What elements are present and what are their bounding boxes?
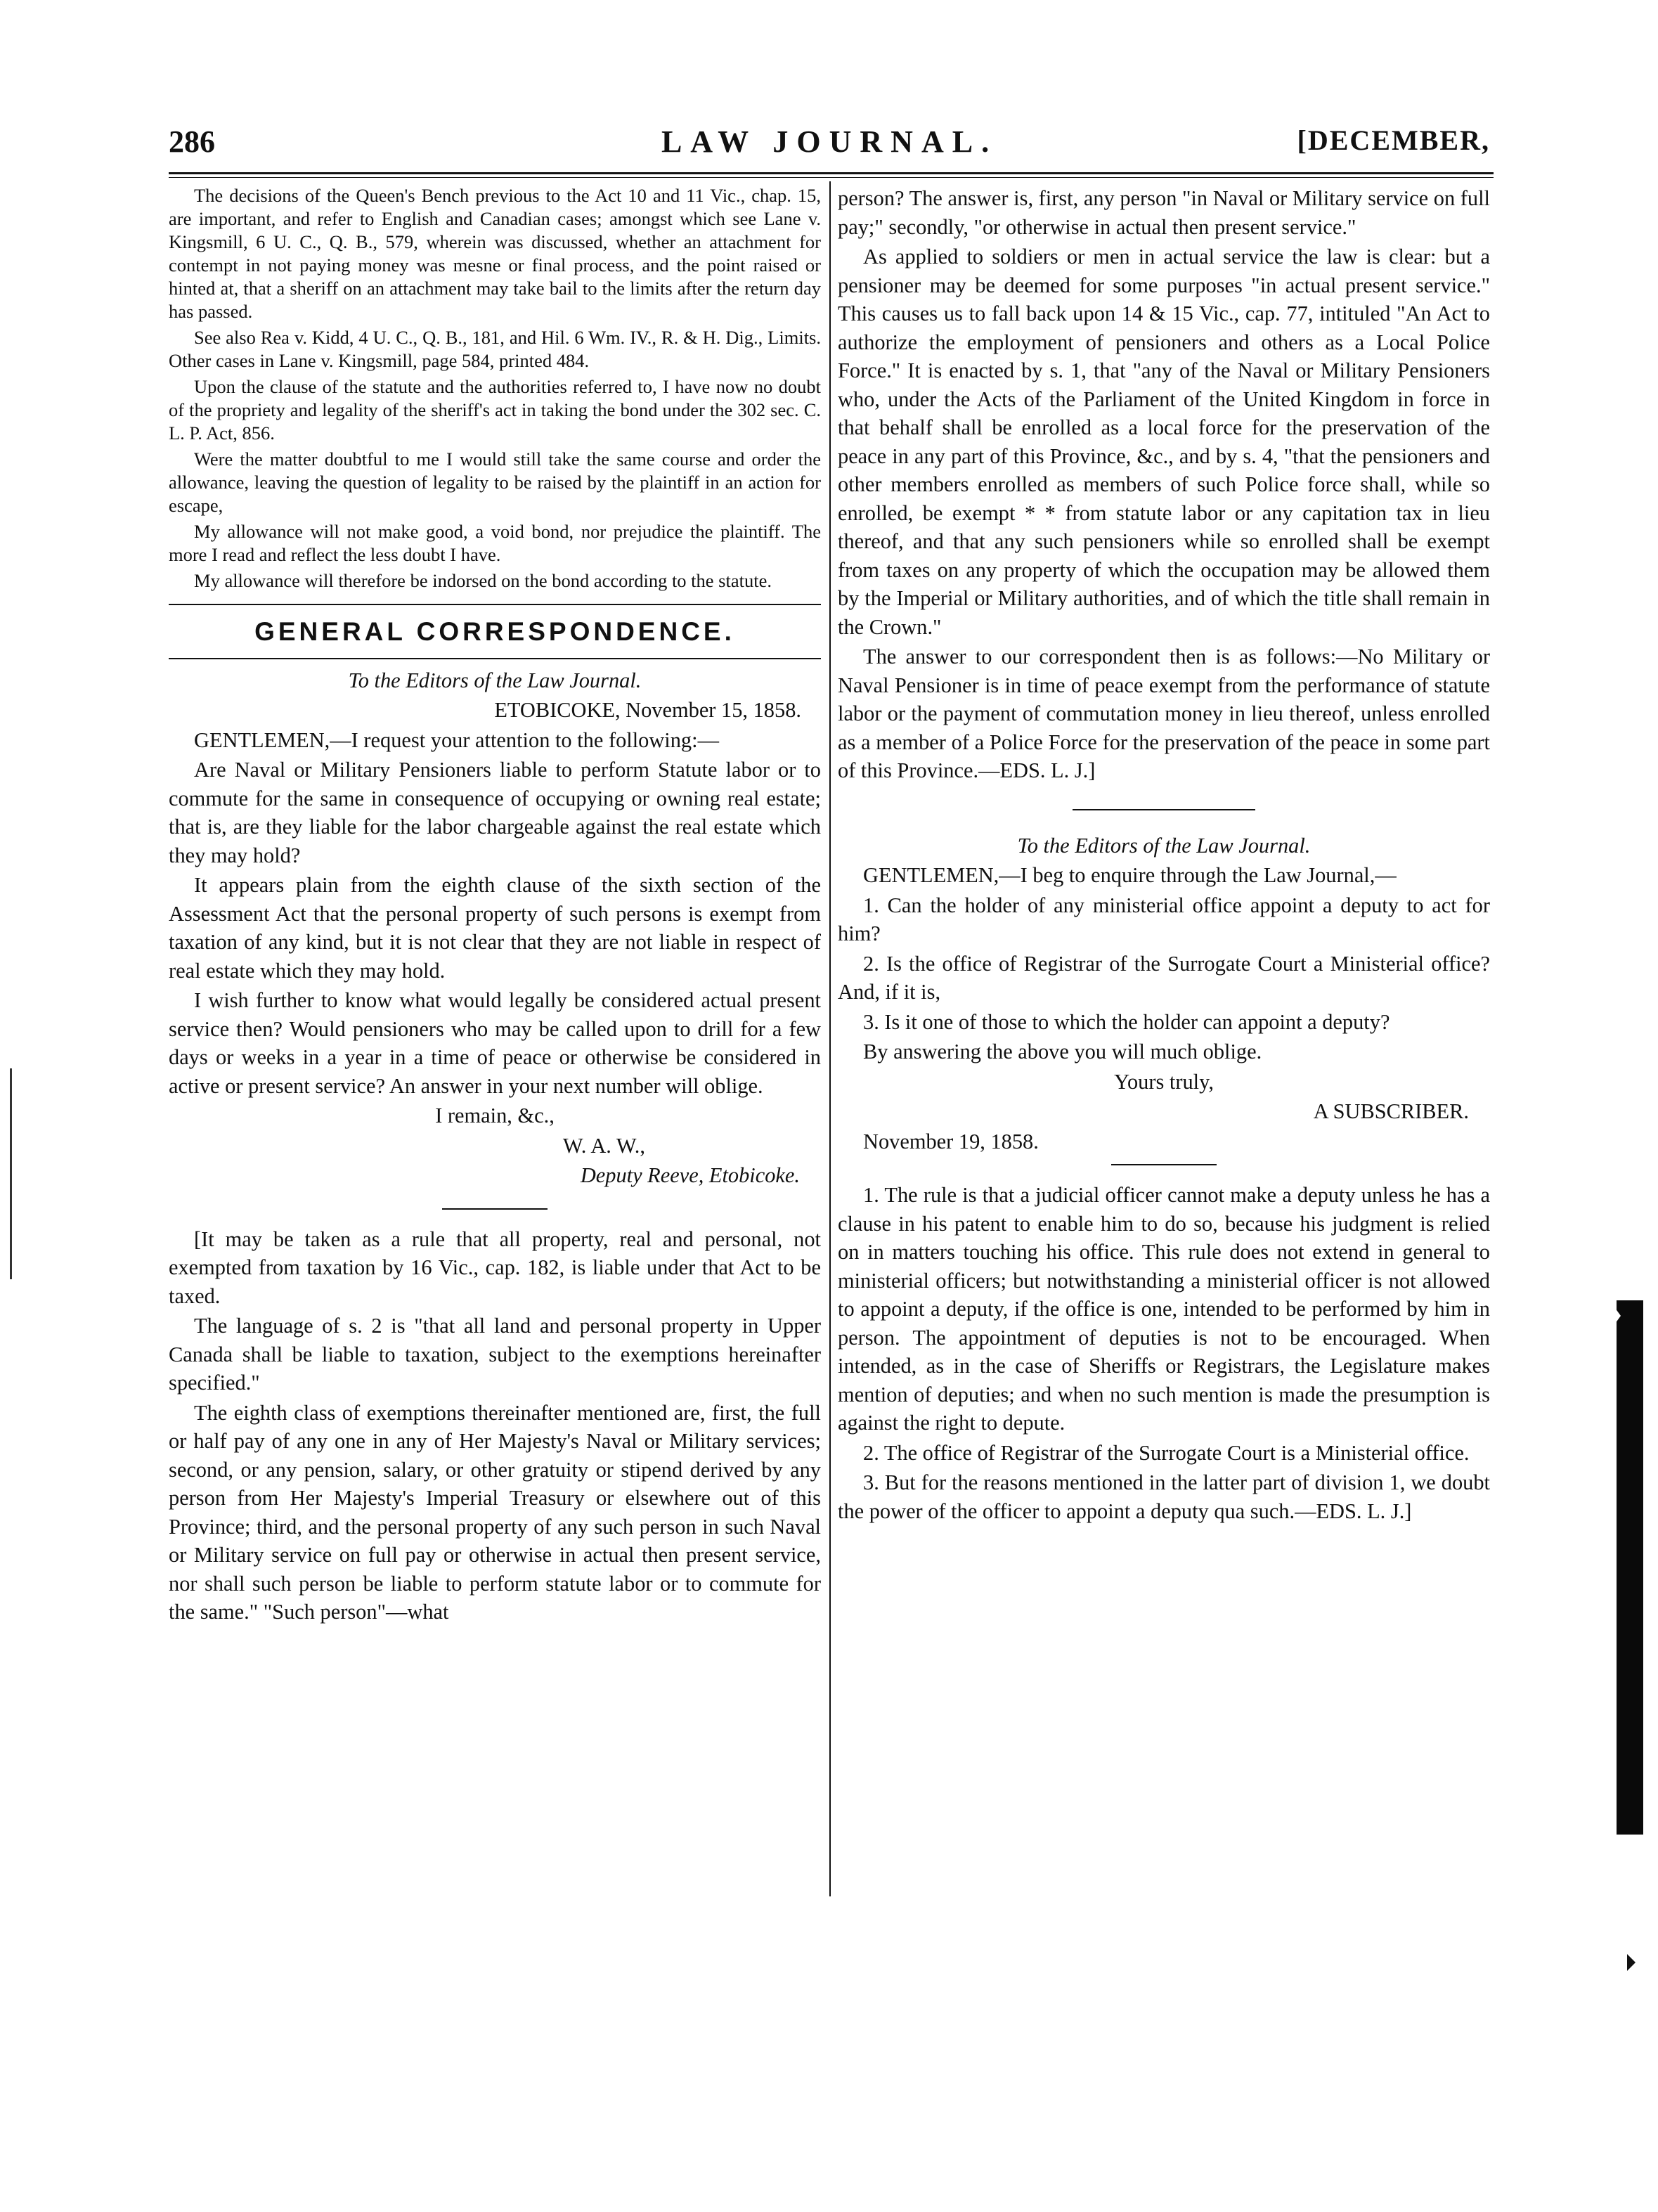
paragraph: 2. Is the office of Registrar of the Surrogate Court a Ministerial office? And, if it is, — [838, 951, 1490, 1004]
judgment-continuation — [169, 184, 821, 593]
letter-salutation-heading: To the Editors of the Law Journal. — [1017, 833, 1311, 858]
scan-margin-mark — [10, 1068, 12, 1279]
header-rule — [169, 172, 1494, 174]
paragraph: It appears plain from the eighth clause of the sixth section of the Assessment Act that the personal property of such persons is exempt from taxation of any kind, but it is not clear that they are not liable in respect of real estate which they may hold. — [169, 873, 821, 983]
paragraph: The eighth class of exemptions thereinafter mentioned are, first, the full or half pay of any one in any of Her Majesty's Naval or Military services; second, or any pension, salary, or other gratuity or stipend derived by any person from Her Majesty's Imperial Treasury or elsewhere out of this Province; third, and the personal property of any such person in such Naval or Military service on full pay or otherwise in actual then present service, nor shall such person be liable to perform statute labor or to commute for the same." "Such person"—what — [169, 1400, 821, 1624]
divider — [442, 1208, 548, 1210]
section-title: GENERAL CORRESPONDENCE. — [254, 617, 735, 646]
letter-salutation-heading: To the Editors of the Law Journal. — [348, 668, 642, 692]
divider — [1111, 1164, 1217, 1165]
dateline: ETOBICOKE, November 15, 1858. — [494, 698, 801, 722]
paragraph: The answer to our correspondent then is as follows:—No Military or Naval Pensioner is in time of peace exempt from the performance of statute labor or the payment of commutation money in lieu thereof, unless enrolled as a member of a Police Force for the preservation of the peace in some part of this Province.—EDS. L. J.] — [838, 645, 1490, 782]
paragraph: See also Rea v. Kidd, 4 U. C., Q. B., 181, and Hil. 6 Wm. IV., R. & H. Dig., Limits. Other cases in Lane v. Kingsmill, page 584, printed 484. — [169, 327, 821, 371]
paragraph: person? The answer is, first, any person "in Naval or Military service on full pay;" secondly, "or otherwise in actual then present service." — [838, 186, 1490, 239]
paragraph: 3. But for the reasons mentioned in the latter part of division 1, we doubt the power of the officer to appoint a deputy qua such.—EDS. L. J.] — [838, 1470, 1490, 1523]
paragraph: [It may be taken as a rule that all property, real and personal, not exempted from taxation by 16 Vic., cap. 182, is liable under that Act to be taxed. — [169, 1227, 821, 1308]
letter-opening: GENTLEMEN,—I beg to enquire through the Law Journal,— — [863, 863, 1397, 887]
journal-title: LAW JOURNAL. — [661, 124, 998, 159]
closing: I remain, &c., — [435, 1104, 555, 1127]
right-column — [838, 184, 1490, 1527]
paragraph: 1. The rule is that a judicial officer cannot make a deputy unless he has a clause in his patent to enable him to do so, because his judgment is relied on in matters touching his office. This rule does not extend in general to ministerial officers; but notwithstanding a ministerial officer is not allowed to appoint a deputy, if the office is one, intended to be performed by him in person. The appointment of deputies is not to be encouraged. When intended, as in the case of Sheriffs or Registrars, the Legislature makes mention of deputies; and when no such mention is made the presumption is against the right to depute. — [838, 1183, 1490, 1435]
closing: Yours truly, — [1114, 1069, 1214, 1094]
section-heading — [169, 604, 821, 659]
paragraph: My allowance will not make good, a void bond, nor prejudice the plaintiff. The more I read and reflect the less doubt I have. — [169, 521, 821, 565]
page-header — [169, 121, 1490, 172]
column-divider — [829, 181, 831, 1896]
running-month: [DECEMBER, — [1297, 124, 1490, 156]
paragraph: By answering the above you will much oblige. — [863, 1040, 1262, 1063]
scan-edge-notch — [1610, 1300, 1621, 1331]
dateline: November 19, 1858. — [863, 1129, 1039, 1153]
signature: W. A. W., — [562, 1133, 645, 1158]
paragraph: My allowance will therefore be indorsed on the bond according to the statute. — [194, 570, 772, 591]
paragraph: The language of s. 2 is "that all land and personal property in Upper Canada shall be liable to taxation, subject to the exemptions hereinafter specified." — [169, 1314, 821, 1395]
page-number: 286 — [169, 124, 215, 159]
scan-arrow-mark — [1627, 1954, 1636, 1971]
letter-opening: GENTLEMEN,—I request your attention to the following:— — [194, 727, 719, 752]
signature: A SUBSCRIBER. — [1313, 1099, 1469, 1123]
paragraph: Were the matter doubtful to me I would still take the same course and order the allowance, leaving the question of legality to be raised by the plaintiff in an action for escape, — [169, 448, 821, 516]
paragraph: The decisions of the Queen's Bench previous to the Act 10 and 11 Vic., chap. 15, are important, and refer to English and Canadian cases; amongst which see Lane v. Kingsmill, 6 U. C., Q. B., 579, wherein was discussed, whether an attachment for contempt in not paying money was mesne or final process, and the point raised or hinted at, that a sheriff on an attachment may take bail to the limits after the return day has passed. — [169, 185, 821, 322]
paragraph: I wish further to know what would legally be considered actual present service then? Would pensioners who may be called upon to drill for a few days or weeks in a year in a time of peace or otherwise be considered in active or present service? An answer in your next number will oblige. — [169, 988, 821, 1098]
paragraph: 3. Is it one of those to which the holder can appoint a deputy? — [863, 1009, 1390, 1034]
paragraph: Are Naval or Military Pensioners liable to perform Statute labor or to commute for the same in consequence of occupying or owning real estate; that is, are they liable for the labor chargeable against the real estate which they may hold? — [169, 758, 821, 867]
scan-edge-shadow — [1617, 1300, 1643, 1835]
left-column — [169, 184, 821, 1628]
paragraph: Upon the clause of the statute and the authorities referred to, I have now no doubt of the propriety and legality of the sheriff's act in taking the bond under the 302 sec. C. L. P. Act, 856. — [169, 376, 821, 444]
signature-title: Deputy Reeve, Etobicoke. — [580, 1163, 800, 1187]
paragraph: As applied to soldiers or men in actual service the law is clear: but a pensioner may be deemed for some purposes "in actual present service." This causes us to fall back upon 14 & 15 Vic., cap. 77, intituled "An Act to authorize the employment of pensioners and others as a Local Police Force." It is enacted by s. 1, that "any of the Naval or Military Pensioners who, under the Acts of the Parliament of the United Kingdom in force in that behalf shall be enrolled as a local force for the preservation of the peace in any part of this Province, &c., and by s. 4, "that the pensioners and other members enrolled as members of such Police force shall, while so enrolled, be exempt * * from statute labor or any capitation tax in lieu thereof, and that any such pensioners while so enrolled shall be exempt from taxes on any property of which the occupation may be allowed them by the Imperial or Military authorities, and of which the title shall remain in the Crown." — [838, 245, 1490, 639]
paragraph: 2. The office of Registrar of the Surrogate Court is a Ministerial office. — [863, 1440, 1470, 1465]
paragraph: 1. Can the holder of any ministerial office appoint a deputy to act for him? — [838, 893, 1490, 945]
header-rule-thin — [169, 177, 1494, 178]
divider — [1073, 809, 1255, 810]
